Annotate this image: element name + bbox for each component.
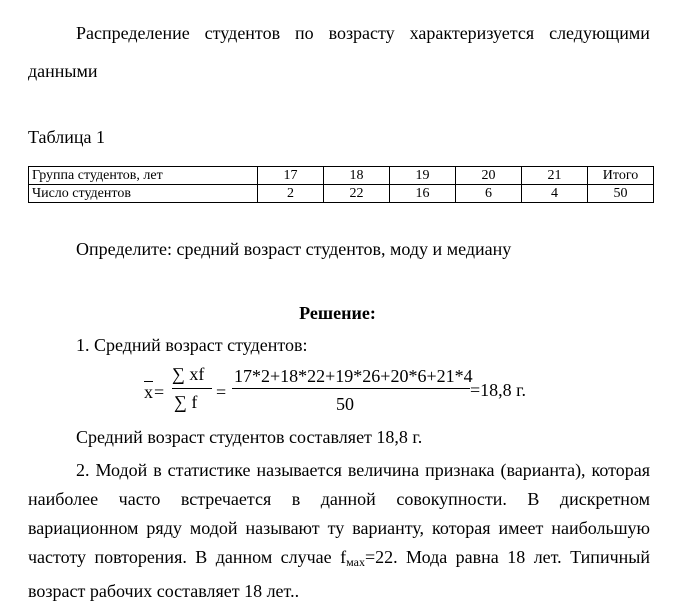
intro-line-1 — [76, 20, 650, 47]
solution-item-1: 1. Средний возраст студентов: — [76, 335, 308, 355]
table-cell: 50 — [588, 185, 654, 203]
solution-item-2-text: 2. Модой в статистике называется величина признака (варианта), которая наиболее часто встречается в данной совокупности. В дискретном вариационном ряду модой называют ту варианту, которая имеет наибольшую частоту повторения. В данном случае f — [28, 460, 650, 567]
intro-word: Распределение — [76, 23, 190, 43]
formula-numerator: 17*2+18*22+19*26+20*6+21*4 — [234, 366, 473, 386]
data-table — [28, 166, 654, 203]
task-text: Определите: средний возраст студентов, моду и медиану — [76, 239, 512, 259]
table-row-label: Группа студентов, лет — [29, 167, 258, 185]
table-cell: 21 — [522, 167, 588, 185]
formula-fraction-bar — [232, 388, 470, 389]
formula-fraction-bar — [172, 388, 212, 389]
table-cell: 19 — [390, 167, 456, 185]
table-cell: 6 — [456, 185, 522, 203]
solution-item-1-conclusion: Средний возраст студентов составляет 18,8 г. — [76, 427, 423, 447]
intro-word: по — [295, 23, 314, 43]
table-row-label: Число студентов — [29, 185, 258, 203]
table-cell: 16 — [390, 185, 456, 203]
intro-line-2: данными — [28, 61, 98, 81]
table-cell: 17 — [258, 167, 324, 185]
solution-heading: Решение: — [299, 303, 376, 323]
formula-equals: = — [216, 382, 227, 402]
table-cell: 20 — [456, 167, 522, 185]
formula-sum-f: ∑ f — [174, 392, 198, 412]
solution-item-2-subscript: мах — [346, 555, 365, 569]
table-caption: Таблица 1 — [28, 127, 105, 147]
table-cell: 18 — [324, 167, 390, 185]
intro-word: характеризуется — [409, 23, 535, 43]
table-cell: Итого — [588, 167, 654, 185]
formula-xbar: $\overline{x}$ — [144, 382, 153, 402]
table-row — [29, 185, 654, 203]
intro-word: следующими — [549, 23, 650, 43]
table-cell: 22 — [324, 185, 390, 203]
formula-denominator: 50 — [336, 394, 354, 414]
formula-result: =18,8 г. — [470, 380, 527, 400]
table-cell: 2 — [258, 185, 324, 203]
solution-item-2-text-end: =22. Мода равна 18 лет. Типичный возраст рабочих составляет 18 лет.. — [28, 547, 650, 601]
table-row — [29, 167, 654, 185]
mean-formula — [140, 362, 560, 418]
intro-word: студентов — [204, 23, 281, 43]
intro-word: возрасту — [328, 23, 395, 43]
formula-sum-xf: ∑ xf — [172, 364, 205, 384]
formula-equals: = — [154, 382, 165, 402]
solution-item-2 — [28, 456, 650, 606]
table-cell: 4 — [522, 185, 588, 203]
